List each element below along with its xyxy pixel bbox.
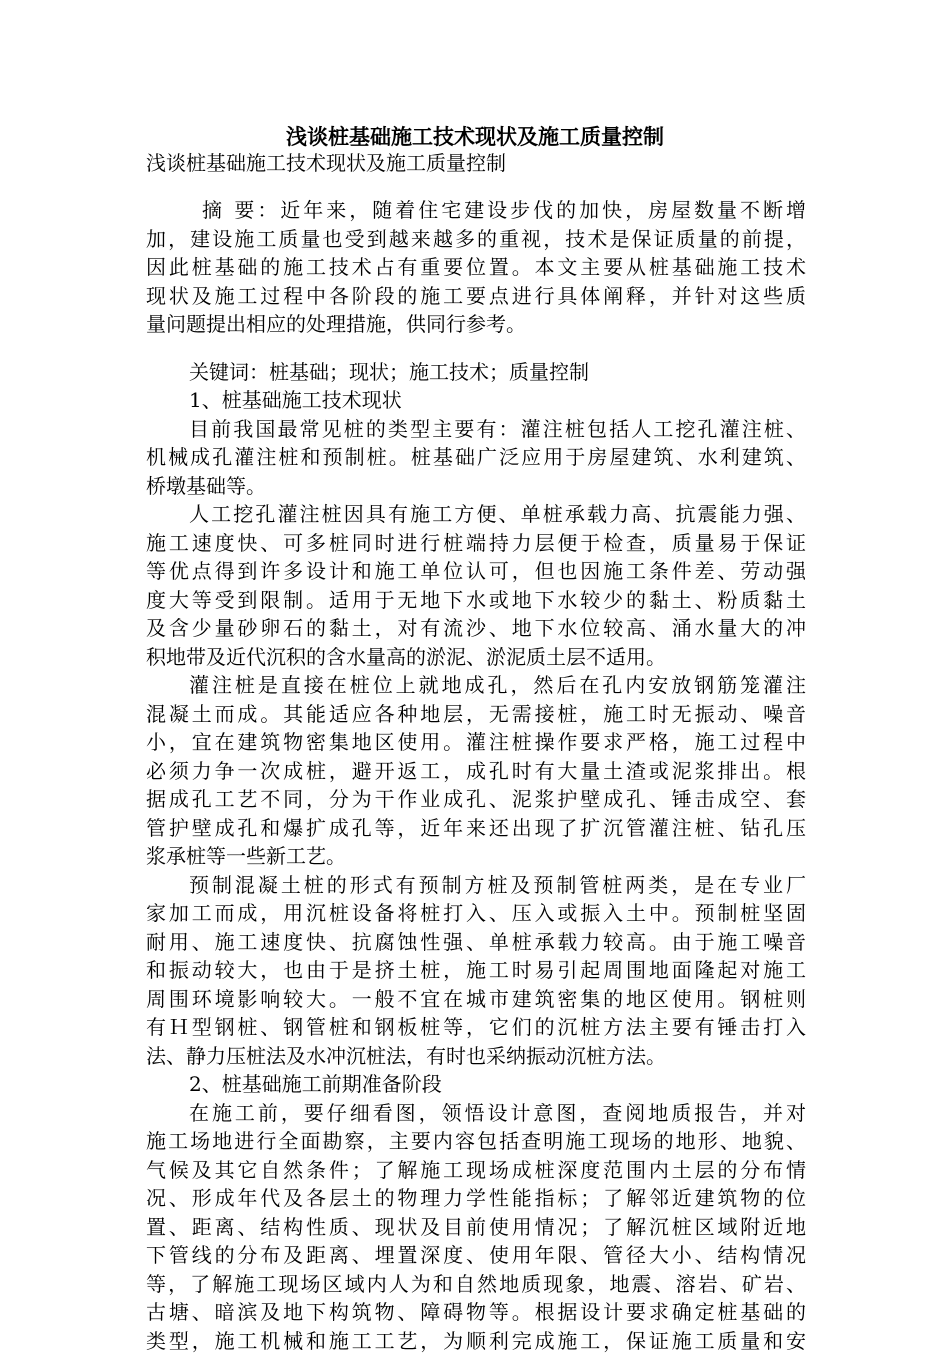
paragraph-3 <box>146 671 806 871</box>
paragraph-line: 家加工而成，用沉桩设备将桩打入、压入或振入土中。预制桩坚固 <box>146 899 806 928</box>
paragraph-line: 古塘、暗滨及地下构筑物、障碍物等。根据设计要求确定桩基础的 <box>146 1298 806 1327</box>
paragraph-line: 浆承桩等一些新工艺。 <box>146 842 806 871</box>
abstract-paragraph <box>146 196 806 339</box>
paragraph-line: 人工挖孔灌注桩因具有施工方便、单桩承载力高、抗震能力强、 <box>146 500 806 529</box>
paragraph-gap <box>146 339 806 358</box>
paragraph-line: 耐用、施工速度快、抗腐蚀性强、单桩承载力较高。由于施工噪音 <box>146 928 806 957</box>
paragraph-line: 小，宜在建筑物密集地区使用。灌注桩操作要求严格，施工过程中 <box>146 728 806 757</box>
section-heading-2: 2、桩基础施工前期准备阶段 <box>146 1070 806 1099</box>
paragraph-line: 混凝土而成。其能适应各种地层，无需接桩，施工时无振动、噪音 <box>146 700 806 729</box>
document-subtitle: 浅谈桩基础施工技术现状及施工质量控制 <box>146 149 506 177</box>
abstract-line: 量问题提出相应的处理措施，供同行参考。 <box>146 310 806 339</box>
paragraph-4 <box>146 871 806 1071</box>
paragraph-line: 有Ｈ型钢桩、钢管桩和钢板桩等，它们的沉桩方法主要有锤击打入 <box>146 1013 806 1042</box>
section-heading-1: 1、桩基础施工技术现状 <box>146 386 806 415</box>
paragraph-line: 目前我国最常见桩的类型主要有：灌注桩包括人工挖孔灌注桩、 <box>146 415 806 444</box>
paragraph-line: 周围环境影响较大。一般不宜在城市建筑密集的地区使用。钢桩则 <box>146 985 806 1014</box>
paragraph-line: 桥墩基础等。 <box>146 472 806 501</box>
document-body <box>146 196 806 1355</box>
paragraph-line: 下管线的分布及距离、埋置深度、使用年限、管径大小、结构情况 <box>146 1241 806 1270</box>
paragraph-line: 气候及其它自然条件；了解施工现场成桩深度范围内土层的分布情 <box>146 1156 806 1185</box>
paragraph-line: 据成孔工艺不同，分为干作业成孔、泥浆护壁成孔、锤击成空、套 <box>146 785 806 814</box>
paragraph-line: 施工场地进行全面勘察，主要内容包括查明施工现场的地形、地貌、 <box>146 1127 806 1156</box>
paragraph-line: 机械成孔灌注桩和预制桩。桩基础广泛应用于房屋建筑、水利建筑、 <box>146 443 806 472</box>
paragraph-1 <box>146 415 806 501</box>
abstract-line: 现状及施工过程中各阶段的施工要点进行具体阐释，并针对这些质 <box>146 282 806 311</box>
paragraph-line: 等，了解施工现场区域内人为和自然地质现象，地震、溶岩、矿岩、 <box>146 1270 806 1299</box>
keywords-line: 关键词：桩基础；现状；施工技术；质量控制 <box>146 358 806 387</box>
paragraph-line: 置、距离、结构性质、现状及目前使用情况；了解沉桩区域附近地 <box>146 1213 806 1242</box>
paragraph-line: 在施工前，要仔细看图，领悟设计意图，查阅地质报告，并对 <box>146 1099 806 1128</box>
paragraph-line: 预制混凝土桩的形式有预制方桩及预制管桩两类，是在专业厂 <box>146 871 806 900</box>
paragraph-line: 施工速度快、可多桩同时进行桩端持力层便于检查，质量易于保证 <box>146 529 806 558</box>
paragraph-line: 灌注桩是直接在桩位上就地成孔，然后在孔内安放钢筋笼灌注 <box>146 671 806 700</box>
paragraph-line: 等优点得到许多设计和施工单位认可，但也因施工条件差、劳动强 <box>146 557 806 586</box>
paragraph-line: 度大等受到限制。适用于无地下水或地下水较少的黏土、粉质黏土 <box>146 586 806 615</box>
paragraph-line: 法、静力压桩法及水冲沉桩法，有时也采纳振动沉桩方法。 <box>146 1042 806 1071</box>
abstract-line: 因此桩基础的施工技术占有重要位置。本文主要从桩基础施工技术 <box>146 253 806 282</box>
paragraph-line: 及含少量砂卵石的黏土，对有流沙、地下水位较高、涌水量大的冲 <box>146 614 806 643</box>
abstract-line: 加，建设施工质量也受到越来越多的重视，技术是保证质量的前提， <box>146 225 806 254</box>
abstract-line: 摘 要：近年来，随着住宅建设步伐的加快，房屋数量不断增 <box>146 196 806 225</box>
paragraph-line: 和振动较大，也由于是挤土桩，施工时易引起周围地面隆起对施工 <box>146 956 806 985</box>
paragraph-5 <box>146 1099 806 1355</box>
paragraph-2 <box>146 500 806 671</box>
paragraph-line: 类型，施工机械和施工工艺，为顺利完成施工，保证施工质量和安 <box>146 1327 806 1355</box>
paragraph-line: 积地带及近代沉积的含水量高的淤泥、淤泥质土层不适用。 <box>146 643 806 672</box>
document-title: 浅谈桩基础施工技术现状及施工质量控制 <box>0 122 950 152</box>
paragraph-line: 管护壁成孔和爆扩成孔等，近年来还出现了扩沉管灌注桩、钻孔压 <box>146 814 806 843</box>
paragraph-line: 况、形成年代及各层土的物理力学性能指标；了解邻近建筑物的位 <box>146 1184 806 1213</box>
paragraph-line: 必须力争一次成桩，避开返工，成孔时有大量土渣或泥浆排出。根 <box>146 757 806 786</box>
